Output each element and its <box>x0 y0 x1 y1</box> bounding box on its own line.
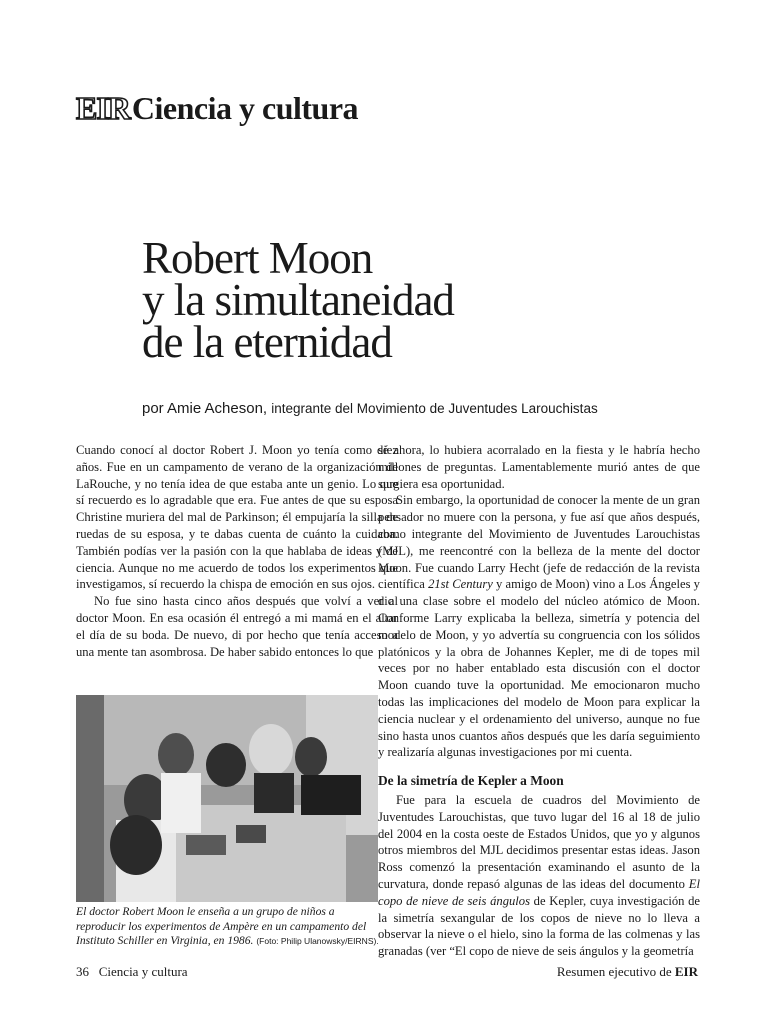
paragraph: No fue sino hasta cinco años después que volví a ver al doctor Moon. En esa ocasión él entregó a mi mamá en el altar el día de su boda. De nuevo, di por hecho que tenía acceso a una mente tan asombrosa. De haber sabido entonces lo que <box>76 594 398 659</box>
right-column <box>378 442 700 960</box>
article-headline <box>142 233 702 367</box>
caption-text: El doctor Robert Moon le enseña a un grupo de niños a reproducir los experimentos de Ampère en un campamento del Instituto Schiller en Virginia, en 1986. <box>76 905 367 947</box>
paragraph <box>378 492 700 761</box>
headline-line-3: de la eternidad <box>142 317 392 367</box>
eir-logo: EIR <box>76 90 130 126</box>
paragraph-text: Sin embargo, la oportunidad de conocer la mente de un gran pensador no muere con la persona, y fue así que años después, como integrante del Movimiento de Juventudes Larouchistas (MJL), me reencontré con la belleza de la mente del doctor Moon. Fue cuando Larry Hecht (jefe de redacción de la revista científica <box>378 493 700 592</box>
paragraph-text: y amigo de Moon) vino a Los Ángeles y dio una clase sobre el modelo del núcleo atómico de Moon. Conforme Larry explicaba la belleza, simetría y potencia del modelo de Moon, y yo advertía su congruencia con los sólidos platónicos y la obra de Johannes Kepler, me di de topes mil veces por no haber entablado esta discusión con el doctor Moon cuando tuve la oportunidad. Me emocionaron mucho todas las implicaciones del modelo de Moon para explicar la ciencia nuclear y el ordenamiento del universo, aunque no fue sino hasta unos cuantos años después que les daría seguimiento y realizaría algunas investigaciones por mi cuenta. <box>378 577 700 760</box>
paragraph-text: de Kepler, cuya investigación de la simetría sexangular de los copos de nieve no lo lleva a observar la nieve o el hielo, sino la forma de las colmenas y las granadas (ver “El copo de nieve de seis ángulos y la geometría <box>378 893 700 959</box>
headline-line-2: y la simultaneidad <box>142 275 454 325</box>
photo-credit: (Foto: Philip Ulanowsky/EIRNS). <box>256 936 379 946</box>
subheading: De la simetría de Kepler a Moon <box>378 773 564 789</box>
footer-right <box>557 964 698 980</box>
page-number: 36 <box>76 964 89 979</box>
work-title: El copo de nieve de seis ángulos <box>378 876 700 908</box>
byline-author: por Amie Acheson, <box>142 400 268 417</box>
paragraph <box>378 792 700 960</box>
footer-publication: Resumen ejecutivo de <box>556 964 672 979</box>
footer-brand: EIR <box>674 964 698 979</box>
article-photo <box>76 695 378 902</box>
headline-line-1: Robert Moon <box>142 233 373 283</box>
paragraph: Cuando conocí al doctor Robert J. Moon yo tenía como diez años. Fue en un campamento de verano de la organización de LaRouche, y no tenía idea de que estaba ante un genio. Lo que sí recuerdo es lo agradable que era. Fue antes de que su esposa Christine muriera del mal de Parkinson; él empujaría la silla de ruedas de su esposa, y te dabas cuenta de cuánto la cuidaba. También podías ver la pasión con la que hablaba de ideas y de ciencia. Aunque no me acuerdo de todos los experimentos que investigamos, sí recuerdo la chispa de emoción en sus ojos. <box>76 443 398 592</box>
magazine-title: 21st Century <box>428 577 493 592</box>
photo-caption <box>76 905 381 949</box>
footer-left <box>76 964 188 980</box>
paragraph: sé ahora, lo hubiera acorralado en la fiesta y le habría hecho millones de preguntas. Lamentablemente murió antes de que surgiera esa oportunidad. <box>378 443 700 491</box>
footer-section: Ciencia y cultura <box>98 964 188 979</box>
byline-role: integrante del Movimiento de Juventudes Larouchistas <box>271 401 598 416</box>
byline <box>142 400 598 417</box>
paragraph-text: Fue para la escuela de cuadros del Movimiento de Juventudes Larouchistas, que tuvo lugar del 16 al 18 de julio del 2004 en la costa oeste de Estados Unidos, que yo y algunos otros miembros del MJL decidimos presentar estas ideas. Jason Ross comenzó la presentación examinando el asunto de la curvatura, donde repasó algunas de las ideas del documento <box>378 792 700 891</box>
section-title: Ciencia y cultura <box>131 90 359 126</box>
left-column <box>76 442 398 660</box>
section-header <box>76 90 358 127</box>
